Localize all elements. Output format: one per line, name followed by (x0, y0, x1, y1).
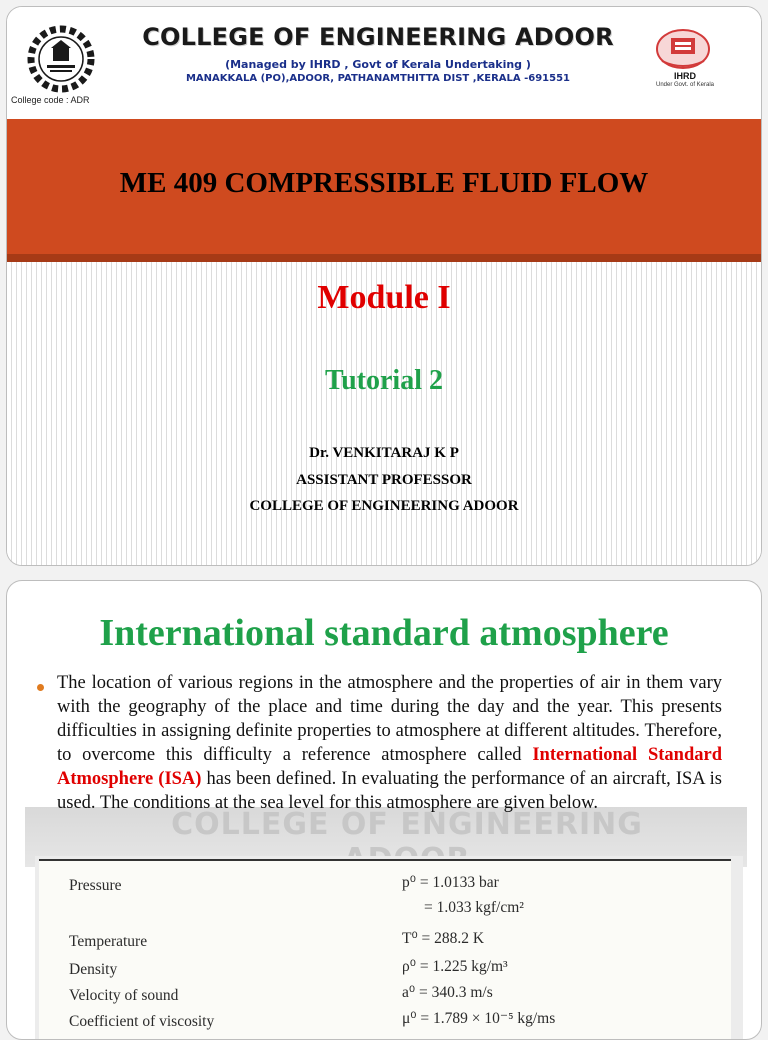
table-row-value: μ⁰ = 1.789 × 10⁻⁵ kg/ms (402, 1010, 556, 1027)
table-row-property: Coefficient of viscosity (69, 1013, 215, 1030)
author-title: ASSISTANT PROFESSOR (296, 472, 472, 488)
bullet-icon (37, 684, 44, 691)
paragraph-text-after: has been defined. In evaluating the performance of an aircraft, ISA is used. The conditions at the sea level for this atmosphere are given below. (57, 769, 722, 813)
table-row-property: Pressure (69, 877, 122, 894)
author-name: Dr. VENKITARAJ K P (309, 445, 459, 461)
tutorial-heading: Tutorial 2 (325, 365, 443, 396)
title-band-divider (7, 254, 761, 262)
table-row-property: Temperature (69, 933, 148, 950)
college-name: COLLEGE OF ENGINEERING ADOOR (142, 23, 614, 51)
title-slide (6, 6, 762, 566)
isa-highlight: International Standard Atmosphere (ISA) (57, 745, 723, 789)
table-row-value: a⁰ = 340.3 m/s (402, 984, 493, 1001)
course-title: ME 409 COMPRESSIBLE FLUID FLOW (119, 167, 649, 199)
ihrd-logo-icon (652, 25, 714, 71)
author-college: COLLEGE OF ENGINEERING ADOOR (249, 498, 519, 514)
college-address: MANAKKALA (PO),ADOOR, PATHANAMTHITTA DIST ,KERALA -691551 (185, 73, 571, 84)
content-slide (6, 580, 762, 1040)
module-heading: Module I (317, 279, 451, 316)
slide-title: International standard atmosphere (99, 612, 669, 654)
table-row-value: T⁰ = 288.2 K (402, 930, 485, 947)
table-row-property: Velocity of sound (69, 987, 179, 1004)
body-paragraph (57, 671, 722, 815)
college-code: College code : ADR (11, 95, 90, 105)
scanned-watermark: COLLEGE OF ENGINEERING (171, 807, 643, 842)
table-row-value: = 1.033 kgf/cm² (424, 899, 524, 916)
table-row-property: Density (69, 961, 118, 978)
ihrd-label: IHRD (674, 71, 696, 81)
table-row-value: ρ⁰ = 1.225 kg/m³ (402, 958, 508, 975)
college-header (7, 7, 761, 112)
table-row-value: p⁰ = 1.0133 bar (402, 874, 499, 891)
managed-by-line: (Managed by IHRD , Govt of Kerala Undertaking ) (225, 58, 531, 71)
college-emblem-icon (23, 21, 99, 97)
ihrd-sublabel: Under Govt. of Kerala (655, 82, 715, 88)
paragraph-text-before: The location of various regions in the atmosphere and the properties of air in them vary with the geography of the place and time during the day and the year. This presents difficulties in assigning definite properties to atmosphere at different altitudes. Therefore, to overcome this difficulty a reference atmosphere called (57, 673, 722, 765)
